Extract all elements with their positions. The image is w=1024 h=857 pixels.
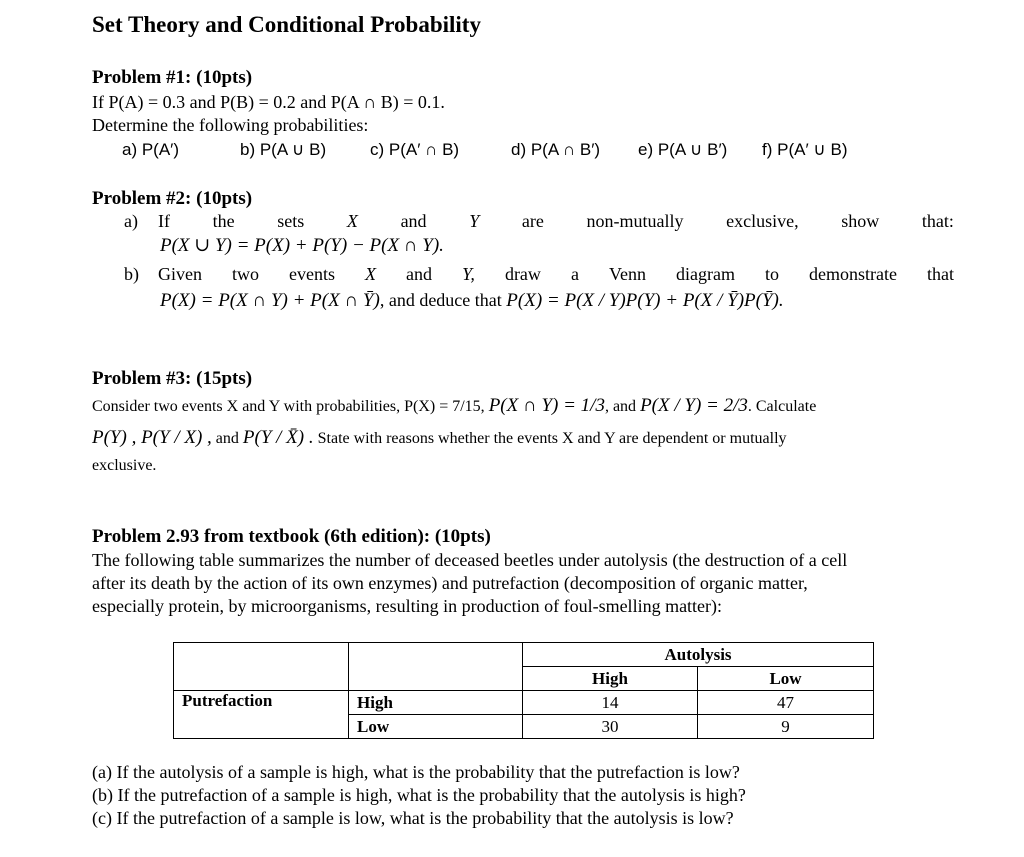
problem-2a-text: If the sets X and Y are non-mutually exclusive, show that: <box>158 211 954 231</box>
table-cell: 30 <box>523 715 698 739</box>
problem-1-item-a: a) P(A′) <box>122 140 180 159</box>
problem-2b-label: b) <box>124 264 139 284</box>
table-col-low: Low <box>698 667 874 691</box>
problem-1-item-f: f) P(A′ ∪ B) <box>762 140 848 159</box>
page-title: Set Theory and Conditional Probability <box>92 12 481 37</box>
problem-2a-formula: P(X ∪ Y) = P(X) + P(Y) − P(X ∩ Y). <box>160 235 444 256</box>
problem-1-instruction: Determine the following probabilities: <box>92 115 369 135</box>
problem-1-item-e: e) P(A ∪ B′) <box>638 140 728 159</box>
problem-3-line-3: exclusive. <box>92 457 157 474</box>
question-a: (a) If the autolysis of a sample is high, what is the probability that the putrefaction is low? <box>92 762 740 782</box>
problem-3-heading: Problem #3: (15pts) <box>92 368 253 389</box>
problem-1-given: If P(A) = 0.3 and P(B) = 0.2 and P(A ∩ B) = 0.1. <box>92 92 445 112</box>
table-col-high: High <box>523 667 698 691</box>
table-cell: 14 <box>523 691 698 715</box>
table-row <box>174 691 874 715</box>
problem-3-line-2: P(Y) , P(Y / X) , and P(Y / X̄) . State with reasons whether the events X and Y are dependent or mutually <box>92 427 787 448</box>
problem-2a-label: a) <box>124 211 138 231</box>
question-b: (b) If the putrefaction of a sample is high, what is the probability that the autolysis is high? <box>92 785 746 805</box>
problem-4-para-1: The following table summarizes the number of deceased beetles under autolysis (the destruction of a cell <box>92 550 848 570</box>
table-cell: 9 <box>698 715 874 739</box>
table-col-group: Autolysis <box>523 643 874 667</box>
problem-4-para-2: after its death by the action of its own enzymes) and putrefaction (decomposition of organic matter, <box>92 573 808 593</box>
problem-1-heading: Problem #1: (10pts) <box>92 67 253 88</box>
problem-2-heading: Problem #2: (10pts) <box>92 188 253 209</box>
table-cell: 47 <box>698 691 874 715</box>
problem-1-item-c: c) P(A′ ∩ B) <box>370 140 460 159</box>
table-row <box>174 643 874 667</box>
beetle-table <box>173 642 874 739</box>
problem-2b-formulas: P(X) = P(X ∩ Y) + P(X ∩ Ȳ), and deduce that P(X) = P(X / Y)P(Y) + P(X / Ȳ)P(Ȳ). <box>160 290 784 311</box>
problem-1-item-d: d) P(A ∩ B′) <box>511 140 601 159</box>
problem-1-item-b: b) P(A ∪ B) <box>240 140 327 159</box>
problem-3-line-1: Consider two events X and Y with probabilities, P(X) = 7/15, P(X ∩ Y) = 1/3, and P(X / Y) = 2/3. Calculate <box>92 395 817 416</box>
table-row-label-high: High <box>349 691 523 715</box>
problem-4-para-3: especially protein, by microorganisms, resulting in production of foul-smelling matter): <box>92 596 723 616</box>
table-row-label-low: Low <box>349 715 523 739</box>
question-c: (c) If the putrefaction of a sample is low, what is the probability that the autolysis is low? <box>92 808 734 828</box>
problem-4-heading: Problem 2.93 from textbook (6th edition): (10pts) <box>92 526 491 547</box>
table-row-group: Putrefaction <box>174 691 349 739</box>
problem-2b-text: Given two events X and Y, draw a Venn diagram to demonstrate that <box>158 264 954 284</box>
